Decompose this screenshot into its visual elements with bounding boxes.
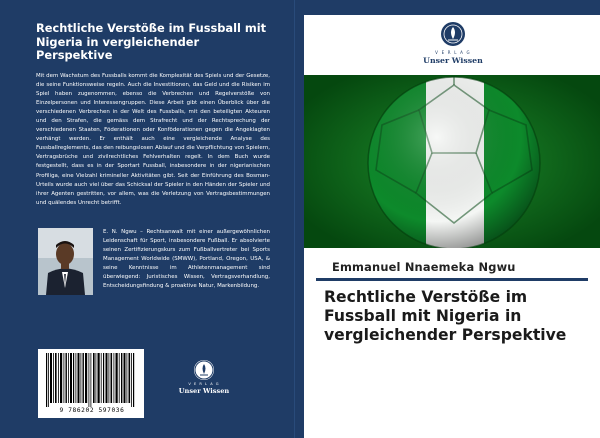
front-top-band [304, 0, 600, 15]
nigeria-flag-football-image [304, 75, 600, 248]
front-divider-line [316, 278, 588, 281]
back-cover-blurb: Mit dem Wachstum des Fussballs kommt die Komplexität des Spiels und der Gesetze, die seine Funktionsweise regeln. Auch die Investitionen, das Geld und die Risiken im Spiel haben zugenommen, ebenso die Verbrechen und Regelverstöße von Einzelpersonen und Interessengruppen. Diese Arbeit gibt einen Überblick über die verschiedenen Verbrechen in der Welt des Fussballs, mit den beteiligten Akteuren und den Strafen, die gemäss dem Strafrecht und der Rechtsprechung der verschiedenen Staaten, Föderationen oder Konföderationen gegen die Angeklagten verhängt werden. Er enthält auch eine vergleichende Analyse des Fussballreglements, das den reibungslosen Ablauf und die Verpflichtung von Spielern, Vertragsbrüche und zivilrechtliches Fehlverhalten regelt. In dem Buch wurde festgestellt, dass es in der Sportart Fussball, insbesondere in der nigerianischen Profiliga, eine Vielzahl krimineller Aktivitäten gibt. Seit der Einführung des Bosman-Urteils wurde auch viel über das Schicksal der Spieler in den Händen der Spieler und ihrer Agenten gestritten, vor allem, was die Verletzung von Vertragsbestimmungen und quälendes Unrecht betrifft. [36, 73, 270, 206]
back-publisher-logo [178, 360, 230, 402]
publisher-emblem-icon [441, 22, 465, 46]
publisher-emblem-icon [194, 360, 214, 380]
isbn-digits: 9 786202 597036 [59, 407, 125, 414]
front-cover-title: Rechtliche Verstöße im Fussball mit Nigeria in vergleichender Perspektive [324, 288, 567, 344]
publisher-name: Unser Wissen [423, 56, 483, 65]
publisher-tag: V E R L A G [435, 50, 471, 55]
cover-image-nigeria-football [304, 75, 600, 248]
author-bio: E. N. Ngwu – Rechtsanwalt mit einer außergewöhnlichen Leidenschaft für Sport, insbesondere Fußball. Er absolvierte seinen Zertifizierungskurs zum Fußballvertreter bei Sports Management Worldwide (SMWW), Portland, Oregon, USA, & seine Kenntnisse im Athletenmanagement sind überwiegend: Juristisches Wissen, Vertragsverhandlung, Entscheidungsfindung & proaktive Natur, Markenbildung. [103, 229, 270, 290]
back-cover-title: Rechtliche Verstöße im Fussball mit Nigeria in vergleichender Perspektive [36, 21, 267, 62]
publisher-tag: V E R L A G [188, 382, 220, 386]
publisher-name: Unser Wissen [178, 387, 230, 395]
isbn-barcode [38, 349, 144, 418]
front-cover [304, 0, 600, 438]
front-author-name: Emmanuel Nnaemeka Ngwu [332, 260, 516, 274]
front-publisher-logo [420, 22, 486, 68]
back-cover [0, 0, 294, 438]
author-photo [38, 228, 93, 295]
author-portrait-image [38, 228, 93, 295]
